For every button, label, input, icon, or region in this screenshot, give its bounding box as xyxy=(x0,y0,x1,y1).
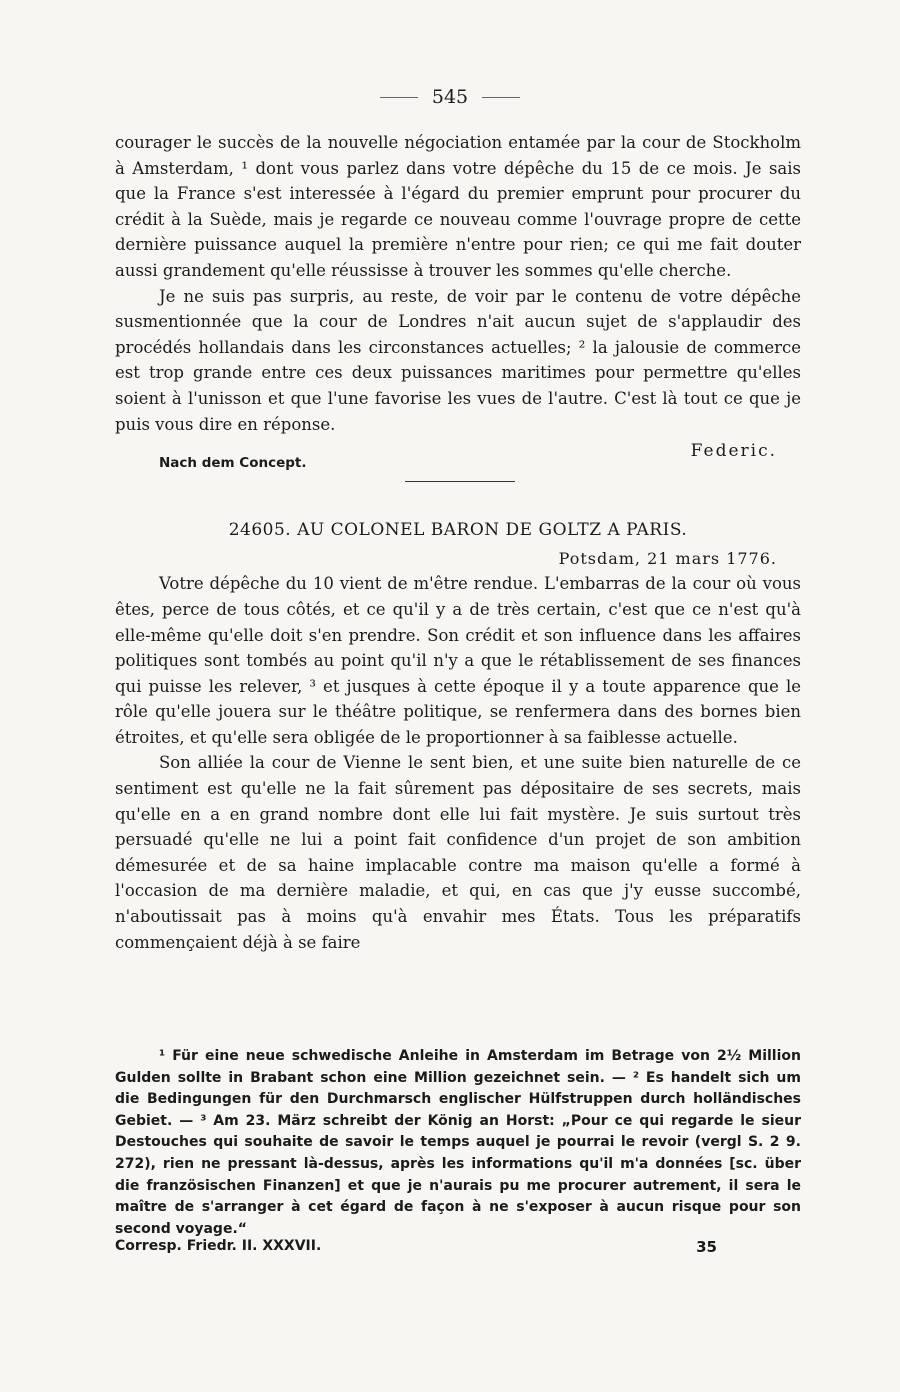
letter-title: 24605. AU COLONEL BARON DE GOLTZ A PARIS. xyxy=(228,520,688,541)
source-note: Nach dem Concept. xyxy=(159,455,307,472)
page-number: 545 xyxy=(431,86,469,108)
header-rule-left xyxy=(380,97,418,98)
letter-paragraph-1: Votre dépêche du 10 vient de m'être rendue. L'embarras de la cour où vous êtes, perce de tous côtés, et ce qu'il y a de très certain, c'est que ce n'est qu'à elle-même qu'elle doit s'en prendre. Son crédit et son influence dans les affaires politiques sont tombés au point qu'il n'y a que le rétablissement de ses finances qui puisse les relever, ³ et jusques à cette époque il y a toute apparence que le rôle qu'elle jouera sur le théâtre politique, se renfermera dans des bornes bien étroites, et qu'elle sera obligée de le proportionner à sa faiblesse actuelle. xyxy=(115,574,801,747)
series-title: Corresp. Friedr. II. XXXVII. xyxy=(115,1238,322,1254)
letter-dateline: Potsdam, 21 mars 1776. xyxy=(558,548,777,568)
section-divider xyxy=(405,481,515,482)
continuation-paragraph-2: Je ne suis pas surpris, au reste, de voir par le contenu de votre dépêche susmentionnée que la cour de Londres n'ait aucun sujet de s'applaudir des procédés hollandais dans les circonstances actuelles; ² la jalousie de commerce est trop grande entre ces deux puissances maritimes pour permettre qu'elles soient à l'unisson et que l'une favorise les vues de l'autre. C'est là tout ce que je puis vous dire en réponse. xyxy=(115,286,801,434)
footnotes xyxy=(115,1046,801,1240)
continuation-paragraph-1: courager le succès de la nouvelle négociation entamée par la cour de Stockholm à Amsterdam, ¹ dont vous parlez dans votre dépêche du 15 de ce mois. Je sais que la France s'est interessée à l'égard du premier emprunt pour procurer du crédit à la Suède, mais je regarde ce nouveau comme l'ouvrage propre de cette dernière puissance auquel la première n'entre pour rien; ce qui me fait douter aussi grandement qu'elle réussisse à trouver les sommes qu'elle cherche. xyxy=(115,133,801,280)
letter-paragraph-2: Son alliée la cour de Vienne le sent bien, et une suite bien naturelle de ce sentiment est qu'elle ne la fait sûrement pas dépositaire de ses secrets, mais qu'elle en a en grand nombre dont elle lui fait mystère. Je suis surtout très persuadé qu'elle ne lui a point fait confidence d'un projet de son ambition démesurée et de sa haine implacable contre ma maison qu'elle a formé à l'occasion de ma dernière maladie, et qui, en cas que j'y eusse succombé, n'aboutissait pas à moins qu'à envahir mes États. Tous les préparatifs commençaient déjà à se faire xyxy=(115,753,801,952)
page-header xyxy=(0,86,900,108)
header-rule-right xyxy=(482,97,520,98)
signature-row xyxy=(115,441,801,471)
sheet-signature: 35 xyxy=(696,1238,717,1256)
main-text xyxy=(115,130,801,955)
page-footer xyxy=(115,1238,801,1254)
signature: Federic. xyxy=(690,441,777,462)
footnote-text: ¹ Für eine neue schwedische Anleihe in Amsterdam im Betrage von 2½ Million Gulden sollte in Brabant schon eine Million gezeichnet sein. — ² Es handelt sich um die Bedingungen für den Durchmarsch englischer Hülfstruppen durch holländisches Gebiet. — ³ Am 23. März schreibt der König an Horst: „Pour ce qui regarde le sieur Destouches qui souhaite de savoir le temps auquel je pourrai le revoir (vergl S. 2 9. 272), rien ne pressant là-dessus, après les informations qu'il m'a données [sc. über die französischen Finanzen] et que je n'aurais pu me procurer autrement, il sera le maître de s'arranger à cet égard de façon à ne s'exposer à aucun risque pour son second voyage.“ xyxy=(115,1048,801,1237)
